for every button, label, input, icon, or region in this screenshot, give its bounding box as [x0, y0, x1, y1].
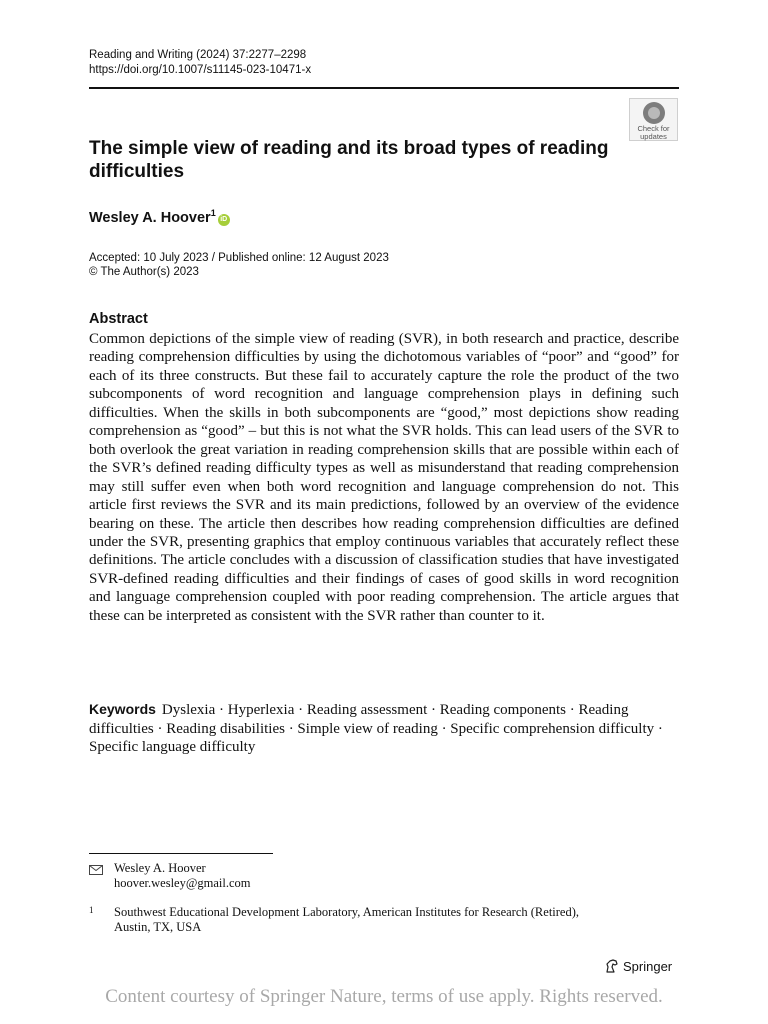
springer-horse-icon [604, 958, 620, 974]
abstract-heading: Abstract [89, 311, 148, 327]
accepted-published-date: Accepted: 10 July 2023 / Published online: 12 August 2023 [89, 252, 389, 264]
affiliation-number: 1 [89, 905, 94, 915]
author-name[interactable]: Wesley A. Hoover [89, 209, 211, 226]
footnote-divider [89, 853, 273, 854]
correspondence-email[interactable]: hoover.wesley@gmail.com [114, 876, 251, 890]
check-for-updates-button[interactable] [629, 98, 678, 141]
check-updates-icon [643, 102, 665, 124]
copyright-notice: © The Author(s) 2023 [89, 266, 199, 278]
journal-info [89, 48, 311, 78]
paper-title: The simple view of reading and its broad types of reading difficulties [89, 138, 609, 182]
affiliation-line2: Austin, TX, USA [114, 920, 202, 934]
courtesy-watermark: Content courtesy of Springer Nature, terms of use apply. Rights reserved. [105, 986, 663, 1007]
check-updates-line1: Check for [637, 124, 670, 133]
correspondence-footnote [89, 861, 250, 891]
affiliation-footnote [89, 905, 649, 935]
publisher-name: Springer [623, 959, 673, 974]
keywords-label: Keywords [89, 701, 156, 717]
doi-link[interactable]: https://doi.org/10.1007/s11145-023-10471-x [89, 64, 312, 76]
publication-dates [89, 251, 389, 279]
correspondence-name: Wesley A. Hoover [114, 861, 206, 875]
author-line [89, 208, 230, 226]
affiliation-line1: Southwest Educational Development Laboratory, American Institutes for Research (Retired), [114, 905, 580, 919]
header-divider [89, 87, 679, 89]
keywords-list: Dyslexia · Hyperlexia · Reading assessment · Reading components · Reading difficulties · Reading disabilities · Simple view of reading · Specific comprehension difficulty · Specific language difficulty [89, 702, 663, 755]
journal-citation: Reading and Writing (2024) 37:2277–2298 [89, 49, 307, 61]
orcid-icon[interactable]: iD [218, 214, 230, 226]
affiliation-marker: 1 [210, 208, 216, 218]
keywords-section [89, 700, 679, 757]
check-updates-line2: updates [640, 132, 667, 141]
springer-logo [604, 958, 672, 974]
abstract-text: Common depictions of the simple view of reading (SVR), in both research and practice, describe reading comprehension difficulties by using the dichotomous variables of “poor” and “good” for each of its three constructs. But these fail to accurately capture the role the product of the two subcomponents of word recognition and language comprehension plays in defining such difficulties. When the skills in both subcomponents are “good,” most depictions show reading comprehension as “good” – but this is not what the SVR holds. This can lead users of the SVR to both overlook the great variation in reading comprehension skills that are possible within each of the SVR’s defined reading difficulty types as well as misunderstand that reading comprehension may still suffer even when both word recognition and language comprehension do not. This article first reviews the SVR and its main predictions, followed by an overview of the evidence bearing on these. The article then describes how reading comprehension difficulties are defined under the SVR, presenting graphics that employ continuous variables that accurately reflect these definitions. The article concludes with a discussion of classification studies that have investigated SVR-defined reading difficulties and their findings of cases of good skills in word recognition and language comprehension coupled with poor reading comprehension. The article argues that these can be interpreted as consistent with the SVR rather than counter to it. [89, 331, 679, 624]
envelope-icon [89, 864, 103, 879]
